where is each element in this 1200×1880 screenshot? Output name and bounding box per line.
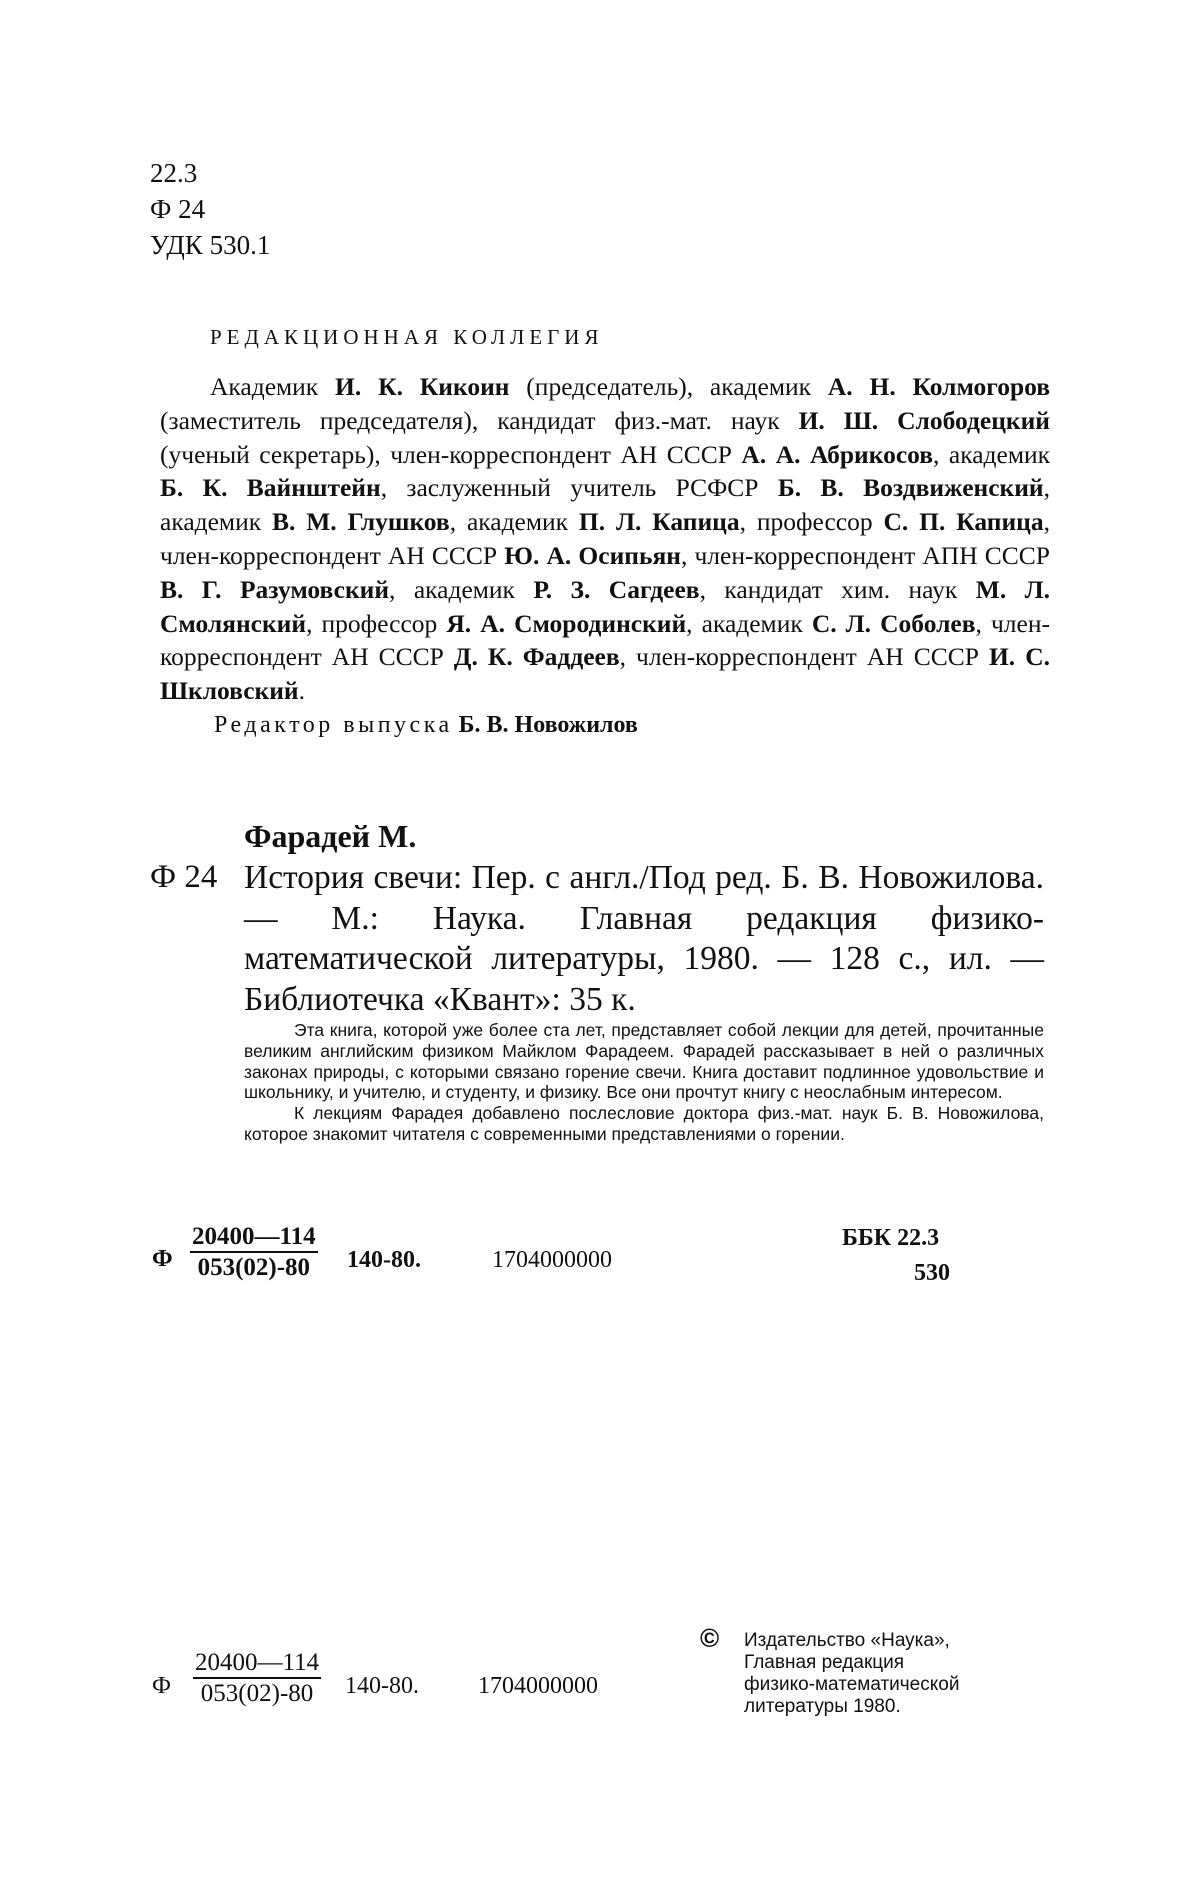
copyright-line: литературы 1980. [744, 1696, 901, 1717]
index-fraction [190, 1222, 318, 1282]
board-member-name: П. Л. Капица [578, 507, 740, 537]
board-member-name: М. Л. Смолянский [160, 574, 1050, 638]
board-text-segment: , профессор [739, 507, 884, 537]
index-price: 140-80. [347, 1247, 421, 1273]
board-member-name: С. Л. Соболев [811, 608, 976, 638]
copyright-line: Издательство «Наука», [744, 1630, 950, 1651]
copyright-line: Главная редакция [744, 1652, 905, 1673]
board-text-segment: , академик [449, 507, 579, 537]
board-member-name: Я. А. Смородинский [446, 608, 687, 638]
code-line: Ф 24 [150, 194, 206, 224]
issue-editor-label: Редактор выпуска [214, 712, 453, 738]
board-text-segment: , член-корреспондент АН СССР [160, 608, 1050, 672]
index-price: 140-80. [345, 1673, 419, 1699]
index-denominator: 053(02)-80 [197, 1254, 311, 1281]
catalog-author: Фарадей М. [244, 818, 417, 854]
board-member-name: А. Н. Колмогоров [827, 372, 1051, 401]
classification-codes [150, 155, 270, 263]
board-member-name: Р. З. Сагдеев [533, 574, 700, 604]
board-text-segment: , заслуженный учитель РСФСР [380, 473, 778, 503]
board-member-name: Б. К. Вайнштейн [160, 473, 381, 503]
catalog-description: История свечи: Пер. с англ./Под ред. Б. В. Новожилова.— М.: Наука. Главная редакция физико-математической литературы, 1980. — 128 с., ил. — Библиотечка «Квант»: 35 к. [244, 859, 1044, 1018]
index-numerator: 20400—114 [193, 1648, 321, 1679]
board-text-segment: , академик [686, 608, 812, 638]
index-phi: Ф [152, 1246, 173, 1272]
board-member-name: В. Г. Разумовский [160, 574, 390, 604]
board-member-name: Ю. А. Осипьян [504, 540, 681, 570]
board-text-segment: , член-корреспондент АН СССР [619, 642, 989, 672]
board-member-name: И. С. Шкловский [160, 642, 1051, 706]
index-numerator: 20400—114 [190, 1222, 318, 1253]
catalog-signature: Ф 24 [150, 859, 218, 895]
board-member-name: Б. В. Воздвиженский [777, 473, 1044, 503]
board-member-name: В. М. Глушков [271, 507, 450, 537]
index-code: 1704000000 [478, 1673, 598, 1699]
editorial-board-heading: РЕДАКЦИОННАЯ КОЛЛЕГИЯ [210, 325, 604, 349]
board-text-segment: . [298, 676, 305, 706]
index-denominator: 053(02)-80 [200, 1680, 314, 1707]
board-member-name: Д. К. Фаддеев [453, 642, 620, 672]
index-phi: Ф [152, 1673, 171, 1699]
board-member-name: И. Ш. Слободецкий [798, 405, 1050, 435]
board-member-name: С. П. Капица [883, 507, 1044, 537]
bbk-code-secondary: 530 [914, 1260, 950, 1286]
board-text-segment: , академик [933, 439, 1050, 469]
board-text-segment: , член-корреспондент АН СССР [160, 507, 1050, 570]
board-text-segment: , академик [389, 574, 534, 604]
board-text-segment: (председатель), академик [509, 372, 828, 401]
board-text-segment: , член-корреспондент АПН СССР [680, 540, 1050, 570]
board-text-segment: (заместитель председателя), кандидат физ.-мат. наук [160, 405, 799, 435]
board-text-segment: Академик [210, 372, 336, 401]
board-text-segment: (ученый секретарь), член-корреспондент АН СССР [160, 439, 742, 469]
board-text-segment: , кандидат хим. наук [699, 574, 976, 604]
annotation-paragraph: Эта книга, которой уже более ста лет, представляет собой лекции для детей, прочитанные великим английским физиком Майклом Фарадеем. Фарадей рассказывает в ней о различных законах природы, с которыми связано горение свечи. Книга доставит подлинное удовольствие и школьнику, и учителю, и студенту, и физику. Все они прочтут книгу с неослабным интересом. [244, 1020, 1044, 1103]
code-line: УДК 530.1 [150, 230, 271, 260]
board-member-name: А. А. Абрикосов [741, 439, 934, 469]
editorial-board-text [160, 370, 1050, 708]
index-fraction [193, 1648, 321, 1708]
code-line: 22.3 [150, 158, 198, 188]
annotation-paragraph: К лекциям Фарадея добавлено послесловие доктора физ.-мат. наук Б. В. Новожилова, которое знакомит читателя с современными представлениями о горении. [244, 1103, 1044, 1144]
board-member-name: И. К. Кикоин [335, 372, 510, 401]
issue-editor-name: Б. В. Новожилов [458, 712, 638, 738]
issue-editor [214, 712, 638, 739]
board-text-segment: , профессор [306, 608, 447, 638]
board-text-segment: , академик [160, 473, 1050, 537]
index-code: 1704000000 [492, 1247, 612, 1273]
copyright-block [700, 1623, 960, 1718]
copyright-line: физико-математической [744, 1674, 960, 1695]
annotation [244, 1020, 1044, 1145]
copyright-icon: © [700, 1623, 720, 1653]
bbk-code: ББК 22.3 [842, 1225, 940, 1251]
